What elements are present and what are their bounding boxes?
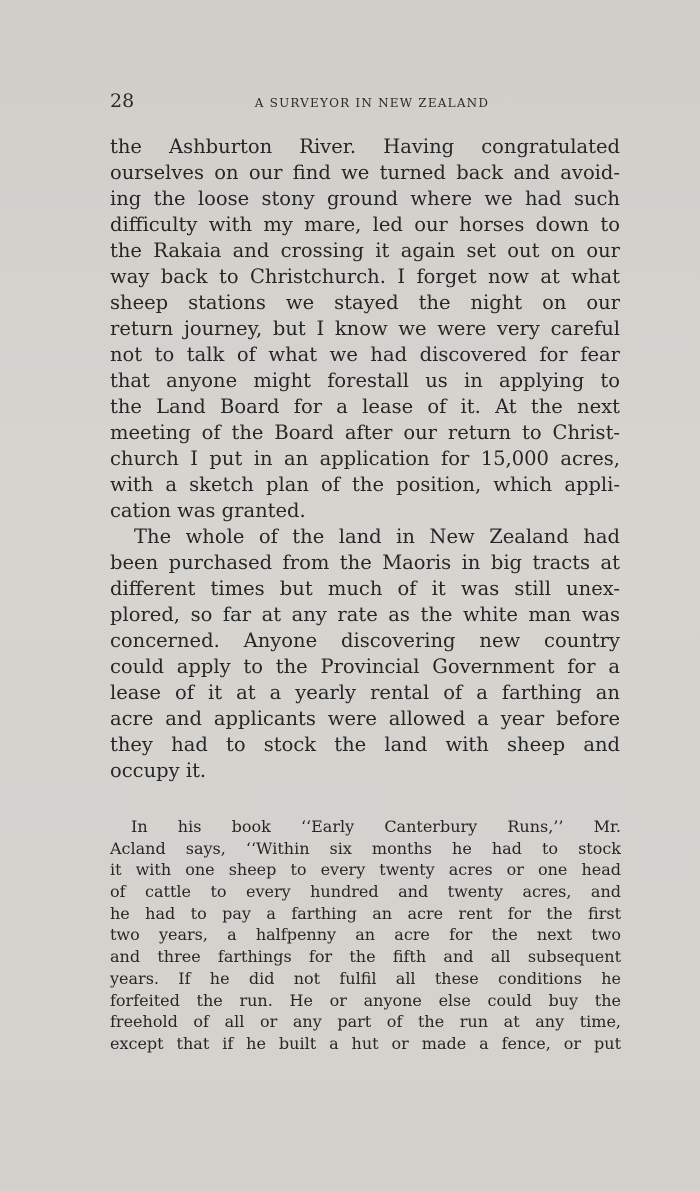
quote-line: and three farthings for the fifth and all subsequent [110, 947, 621, 967]
text-line: ing the loose stony ground where we had such [110, 187, 620, 210]
text-line: return journey, but I know we were very careful [110, 317, 620, 340]
text-line: could apply to the Provincial Government for a [110, 655, 620, 678]
quote-line: two years, a halfpenny an acre for the next two [110, 925, 621, 945]
text-line: difficulty with my mare, led our horses down to [110, 213, 620, 236]
text-line: with a sketch plan of the position, which appli- [110, 473, 620, 496]
paragraph [110, 524, 620, 784]
text-line: been purchased from the Maoris in big tracts at [110, 551, 620, 574]
quote-line: forfeited the run. He or anyone else could buy the [110, 990, 621, 1010]
page-header [110, 90, 622, 114]
main-text [110, 134, 620, 784]
quote-line: years. If he did not fulfil all these conditions he [110, 968, 621, 988]
text-line: the Ashburton River. Having congratulated [110, 135, 620, 158]
quote-line: freehold of all or any part of the run at any time, [110, 1012, 621, 1032]
quote-line: except that if he built a hut or made a fence, or put [110, 1033, 621, 1053]
page-number: 28 [110, 90, 135, 112]
text-line: The whole of the land in New Zealand had [134, 525, 620, 548]
text-line: they had to stock the land with sheep and [110, 733, 620, 756]
text-line: way back to Christchurch. I forget now at what [110, 265, 620, 288]
quote-line: Acland says, ‘‘Within six months he had to stock [110, 838, 621, 858]
text-line: church I put in an application for 15,000 acres, [110, 447, 620, 470]
text-line: sheep stations we stayed the night on our [110, 291, 620, 314]
text-line: lease of it at a yearly rental of a farthing an [110, 681, 620, 704]
running-title: A SURVEYOR IN NEW ZEALAND [254, 96, 490, 110]
text-line: plored, so far at any rate as the white man was [110, 603, 620, 626]
text-line: meeting of the Board after our return to Christ- [110, 421, 620, 444]
quote-line: he had to pay a farthing an acre rent for the first [110, 903, 621, 923]
text-line: ourselves on our find we turned back and avoid- [110, 161, 620, 184]
text-line: acre and applicants were allowed a year before [110, 707, 620, 730]
text-line: the Land Board for a lease of it. At the next [110, 395, 620, 418]
quote-line: it with one sheep to every twenty acres or one head [110, 860, 621, 880]
quote-line: In his book ‘‘Early Canterbury Runs,’’ Mr. [131, 817, 621, 836]
quoted-passage [110, 816, 621, 1055]
quote-line: of cattle to every hundred and twenty acres, and [110, 882, 621, 902]
text-line: occupy it. [110, 759, 207, 782]
text-line: that anyone might forestall us in applying to [110, 369, 620, 392]
text-line: different times but much of it was still unex- [110, 577, 620, 600]
text-line: the Rakaia and crossing it again set out on our [110, 239, 620, 262]
text-line: cation was granted. [110, 499, 306, 522]
paragraph [110, 134, 620, 524]
text-line: concerned. Anyone discovering new country [110, 629, 620, 652]
text-line: not to talk of what we had discovered for fear [110, 343, 620, 366]
